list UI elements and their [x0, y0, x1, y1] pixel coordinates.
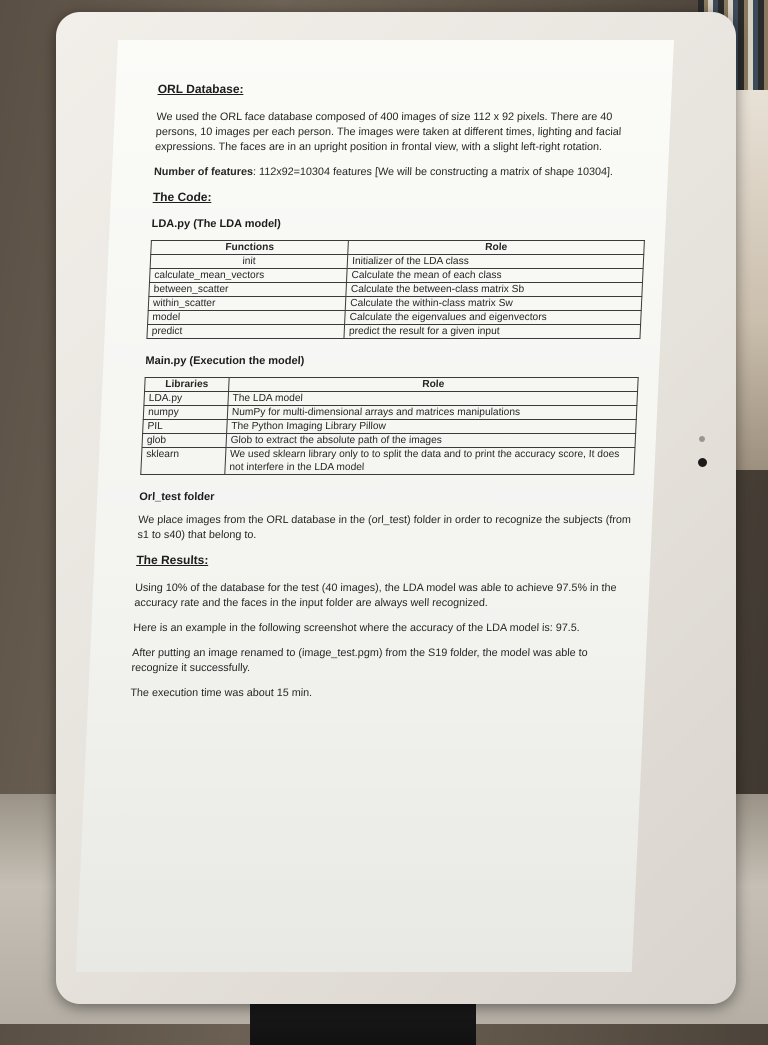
- results-section: [130, 553, 631, 701]
- orl-database-heading: ORL Database:: [157, 82, 244, 96]
- tablet-screen: [76, 40, 674, 972]
- table-row: [150, 255, 644, 269]
- table-row: [142, 434, 636, 448]
- document-page: [130, 82, 653, 711]
- function-role: Calculate the between-class matrix Sb: [346, 283, 642, 297]
- library-role: We used sklearn library only to to split the data and to print the accuracy score, It does not interfere in the LDA model: [225, 448, 635, 475]
- library-name: sklearn: [141, 448, 226, 475]
- orl-test-paragraph: We place images from the ORL database in the (orl_test) folder in order to recognize the subjects (from s1 to s40) that belong to.: [137, 514, 632, 541]
- table-row: [147, 325, 641, 339]
- main-table-title: Main.py (Execution the model): [145, 355, 305, 367]
- orl-database-paragraph: We used the ORL face database composed of 400 images of size 112 x 92 pixels. There are 40 persons, 10 images per each person. The images were taken at different times, lighting and facial expressions. The faces are in an upright position in frontal view, with a slight left-right rotation.: [154, 111, 622, 153]
- table-header-row: [145, 378, 639, 392]
- function-role: Calculate the mean of each class: [347, 269, 643, 283]
- function-name: within_scatter: [148, 297, 346, 311]
- role-column-header: Role: [348, 241, 644, 255]
- function-name: predict: [147, 325, 345, 339]
- function-role: Calculate the within-class matrix Sw: [345, 297, 641, 311]
- sensor-icon: [699, 436, 705, 442]
- table-row: [143, 420, 637, 434]
- features-text: : 112x92=10304 features [We will be constructing a matrix of shape 10304].: [252, 166, 614, 178]
- results-paragraph-accuracy: Using 10% of the database for the test (40 images), the LDA model was able to achieve 97.5% in the accuracy rate and the faces in the input folder are always well recognized.: [134, 582, 617, 609]
- library-role: The Python Imaging Library Pillow: [226, 420, 636, 434]
- library-name: glob: [142, 434, 226, 448]
- function-name: between_scatter: [149, 283, 347, 297]
- results-heading: The Results:: [136, 553, 209, 567]
- results-paragraph-time: The execution time was about 15 min.: [130, 687, 313, 699]
- function-role: Calculate the eigenvalues and eigenvectors: [345, 311, 641, 325]
- number-of-features: [154, 165, 649, 180]
- camera-icon: [698, 458, 707, 467]
- code-heading: The Code:: [152, 190, 212, 204]
- function-name: model: [148, 311, 346, 325]
- code-section: [140, 190, 647, 475]
- results-paragraph-recognition: After putting an image renamed to (image_test.pgm) from the S19 folder, the model was able to recognize it successfully.: [131, 647, 588, 674]
- function-name: calculate_mean_vectors: [149, 269, 347, 283]
- libraries-column-header: Libraries: [145, 378, 229, 392]
- lda-table-title: LDA.py (The LDA model): [151, 218, 282, 230]
- table-row: [144, 392, 638, 406]
- library-name: LDA.py: [144, 392, 228, 406]
- role-column-header: Role: [228, 378, 638, 392]
- function-role: predict the result for a given input: [344, 325, 640, 339]
- features-label: Number of features: [153, 166, 254, 178]
- main-libraries-table: [140, 377, 638, 475]
- library-name: numpy: [143, 406, 227, 420]
- table-header-row: [151, 241, 645, 255]
- library-role: NumPy for multi-dimensional arrays and matrices manipulations: [227, 406, 637, 420]
- lda-functions-table: [146, 240, 644, 339]
- table-row: [141, 448, 635, 475]
- orl-database-section: [154, 82, 652, 180]
- table-row: [148, 311, 642, 325]
- orl-test-section: [137, 491, 633, 543]
- table-row: [143, 406, 637, 420]
- functions-column-header: Functions: [151, 241, 349, 255]
- library-role: Glob to extract the absolute path of the images: [226, 434, 636, 448]
- results-paragraph-example: Here is an example in the following screenshot where the accuracy of the LDA model is: 97.5.: [133, 622, 581, 634]
- library-role: The LDA model: [228, 392, 638, 406]
- function-name: init: [150, 255, 348, 269]
- library-name: PIL: [143, 420, 227, 434]
- table-row: [149, 283, 643, 297]
- table-row: [149, 269, 643, 283]
- function-role: Initializer of the LDA class: [347, 255, 643, 269]
- table-row: [148, 297, 642, 311]
- orl-test-title: Orl_test folder: [138, 491, 215, 503]
